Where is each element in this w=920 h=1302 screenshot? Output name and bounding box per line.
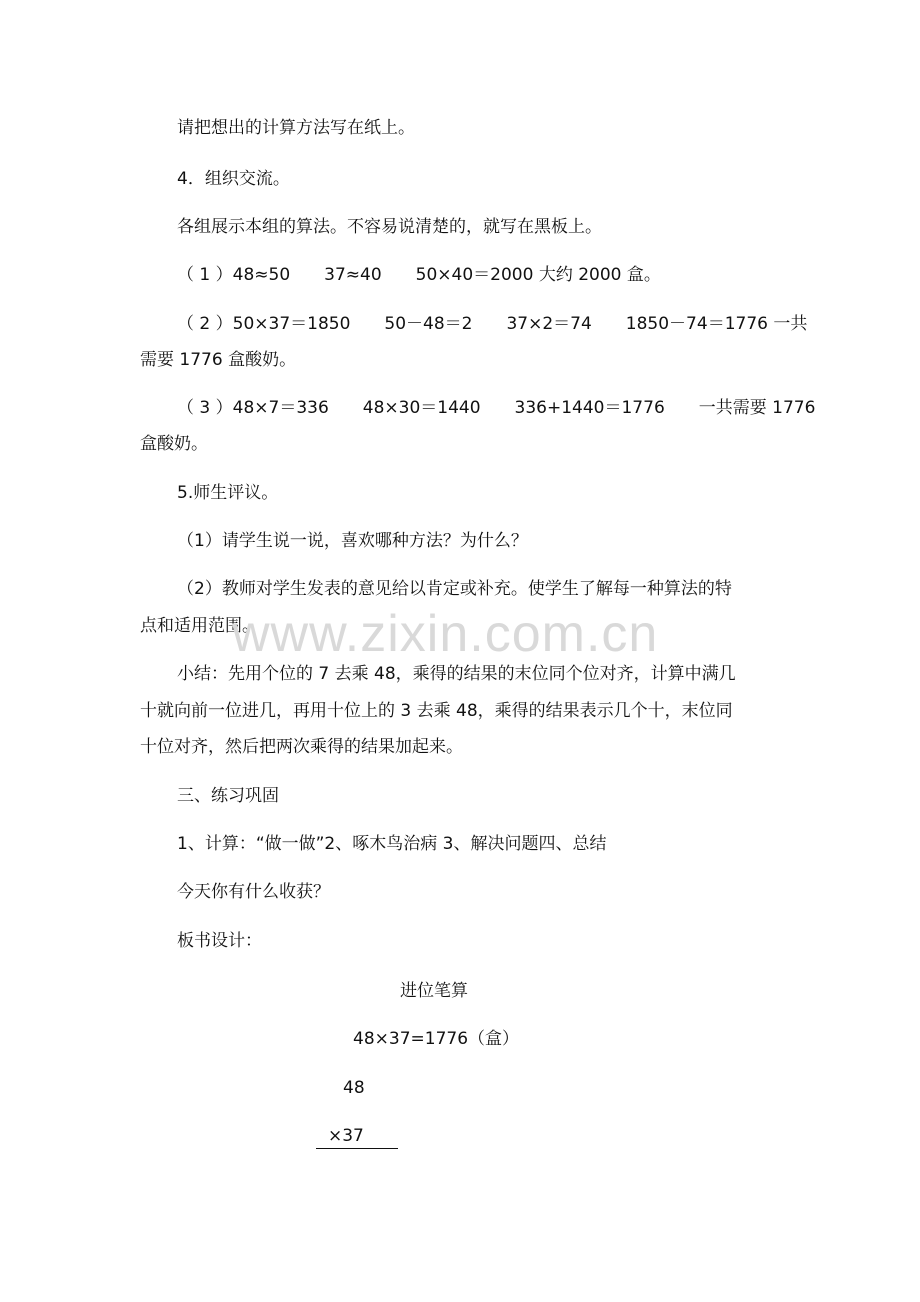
text-line-17: 1、计算：“做一做”2、啄木鸟治病 3、解决问题四、总结	[177, 834, 607, 854]
board-equation: 48×37=1776（盒）	[353, 1029, 520, 1049]
board-multiplier: ×37	[328, 1126, 364, 1146]
text-line-1: 请把想出的计算方法写在纸上。	[177, 118, 415, 138]
text-line-15: 十位对齐，然后把两次乘得的结果加起来。	[140, 737, 463, 757]
text-line-6: 需要 1776 盒酸奶。	[140, 350, 297, 370]
text-line-14: 十就向前一位进几，再用十位上的 3 去乘 48，乘得的结果表示几个十，末位同	[140, 701, 733, 721]
text-line-5: （ 2 ）50×37＝1850 50－48＝2 37×2＝74 1850－74＝1776 一共	[177, 314, 808, 334]
text-line-18: 今天你有什么收获？	[177, 882, 330, 902]
watermark: www.zixin.com.cn	[232, 605, 659, 663]
text-line-13: 小结：先用个位的 7 去乘 48，乘得的结果的末位同个位对齐，计算中满几	[177, 664, 736, 684]
text-line-12: 点和适用范围。	[140, 616, 259, 636]
text-line-4: （ 1 ）48≈50 37≈40 50×40＝2000 大约 2000 盒。	[177, 265, 661, 285]
text-line-19: 板书设计：	[177, 931, 262, 951]
text-line-10: （1）请学生说一说，喜欢哪种方法？为什么？	[177, 531, 528, 551]
text-line-2: 4．组织交流。	[177, 169, 290, 189]
text-line-11: （2）教师对学生发表的意见给以肯定或补充。使学生了解每一种算法的特	[177, 579, 732, 599]
text-line-16: 三、练习巩固	[177, 786, 279, 806]
text-line-9: 5.师生评议。	[177, 483, 279, 503]
board-underline	[316, 1148, 398, 1149]
board-title: 进位笔算	[400, 981, 468, 1001]
board-multiplicand: 48	[343, 1078, 365, 1098]
text-line-3: 各组展示本组的算法。不容易说清楚的，就写在黑板上。	[177, 217, 602, 237]
text-line-7: （ 3 ）48×7＝336 48×30＝1440 336+1440＝1776 一共需要 1776	[177, 398, 816, 418]
text-line-8: 盒酸奶。	[140, 434, 208, 454]
